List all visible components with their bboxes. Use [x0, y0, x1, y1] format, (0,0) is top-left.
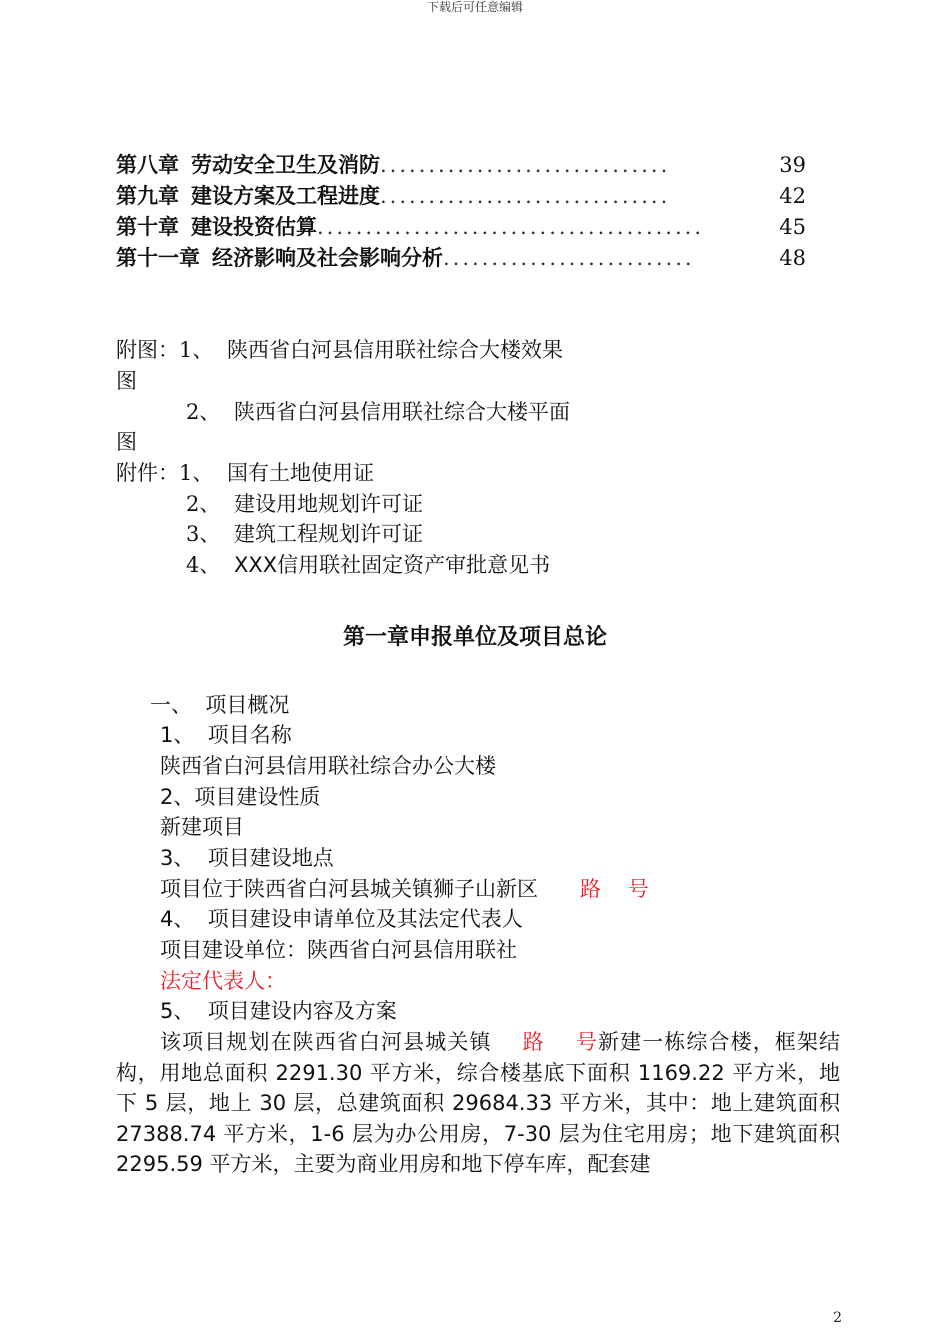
section-heading: 一、 项目概况	[150, 693, 290, 717]
location-text: 项目位于陕西省白河县城关镇狮子山新区	[160, 877, 538, 901]
paragraph-text: 新建一栋综合楼，框架结构，用地总面积 2291.30 平方米，综合楼基底下面积 1169.22 平方米，地下 5 层，地上 30 层，总建筑面积 29684.33 平方米，其中：地上建筑面积 27388.74 平方米，1-6 层为办公用房，7-30 层为住宅用房；地下建筑面积 2295.59 平方米，主要为商业用房和地下停车库，配套建	[116, 1030, 841, 1177]
road-number-placeholder: 路 号	[521, 1030, 598, 1054]
toc-chapter-number: 第八章	[116, 153, 179, 177]
item-value: 项目建设单位：陕西省白河县信用联社	[160, 938, 517, 962]
item-heading: 2、项目建设性质	[160, 785, 321, 809]
document-attachment-2	[186, 489, 423, 519]
document-title: XXX信用联社固定资产审批意见书	[234, 553, 551, 577]
figure-title-wrap: 图	[116, 369, 137, 393]
toc-leader-dots: ..............................	[380, 153, 671, 177]
toc-entry[interactable]	[116, 243, 806, 274]
toc-chapter-number: 第十章	[116, 215, 179, 239]
toc-chapter-number: 第十一章	[116, 246, 200, 270]
figure-attachment-2	[186, 397, 570, 427]
figure-title-wrap: 图	[116, 430, 137, 454]
item-heading: 3、 项目建设地点	[160, 846, 334, 870]
document-number: 3、	[186, 522, 221, 546]
toc-chapter-number: 第九章	[116, 184, 179, 208]
toc-chapter-title: 经济影响及社会影响分析	[212, 246, 443, 270]
document-number: 2、	[186, 492, 221, 516]
toc-chapter-title: 建设投资估算	[191, 215, 317, 239]
item-heading: 5、 项目建设内容及方案	[160, 999, 397, 1023]
road-number-placeholder: 路 号	[580, 877, 649, 901]
item-heading: 4、 项目建设申请单位及其法定代表人	[160, 907, 523, 931]
paragraph-text: 该项目规划在陕西省白河县城关镇	[160, 1030, 492, 1054]
item-value: 陕西省白河县信用联社综合办公大楼	[160, 754, 496, 778]
document-attachment-1	[116, 458, 374, 488]
figure-title: 陕西省白河县信用联社综合大楼效果	[227, 338, 563, 362]
toc-leader-dots: ..............................	[380, 184, 671, 208]
page-number: 2	[833, 1310, 842, 1326]
figure-attachment-1	[116, 335, 563, 365]
toc-entry[interactable]	[116, 181, 806, 212]
toc-page-number: 48	[779, 246, 806, 270]
figure-number: 1、	[179, 338, 214, 362]
page-header: 下载后可任意编辑	[426, 0, 523, 14]
toc-leader-dots: ..........................	[443, 246, 695, 270]
figure-number: 2、	[186, 400, 221, 424]
toc-chapter-title: 劳动安全卫生及消防	[191, 153, 380, 177]
toc-page-number: 45	[779, 215, 806, 239]
document-title: 建设用地规划许可证	[234, 492, 423, 516]
item-heading: 1、 项目名称	[160, 723, 292, 747]
document-title: 建筑工程规划许可证	[234, 522, 423, 546]
document-label: 附件：	[116, 461, 179, 485]
table-of-contents	[116, 150, 806, 274]
document-attachment-4	[186, 550, 550, 580]
toc-entry[interactable]	[116, 150, 806, 181]
toc-leader-dots: ........................................	[317, 215, 705, 239]
toc-page-number: 39	[779, 153, 806, 177]
toc-page-number: 42	[779, 184, 806, 208]
body-paragraph	[116, 1027, 840, 1180]
toc-chapter-title: 建设方案及工程进度	[191, 184, 380, 208]
legal-representative: 法定代表人：	[160, 969, 286, 993]
document-title: 国有土地使用证	[227, 461, 374, 485]
chapter-title: 第一章申报单位及项目总论	[342, 625, 607, 650]
document-number: 4、	[186, 553, 221, 577]
document-number: 1、	[179, 461, 214, 485]
document-attachment-3	[186, 519, 423, 549]
item-value: 新建项目	[160, 815, 244, 839]
figure-label: 附图：	[116, 338, 179, 362]
figure-title: 陕西省白河县信用联社综合大楼平面	[234, 400, 570, 424]
toc-entry[interactable]	[116, 212, 806, 243]
item-value	[160, 874, 649, 904]
